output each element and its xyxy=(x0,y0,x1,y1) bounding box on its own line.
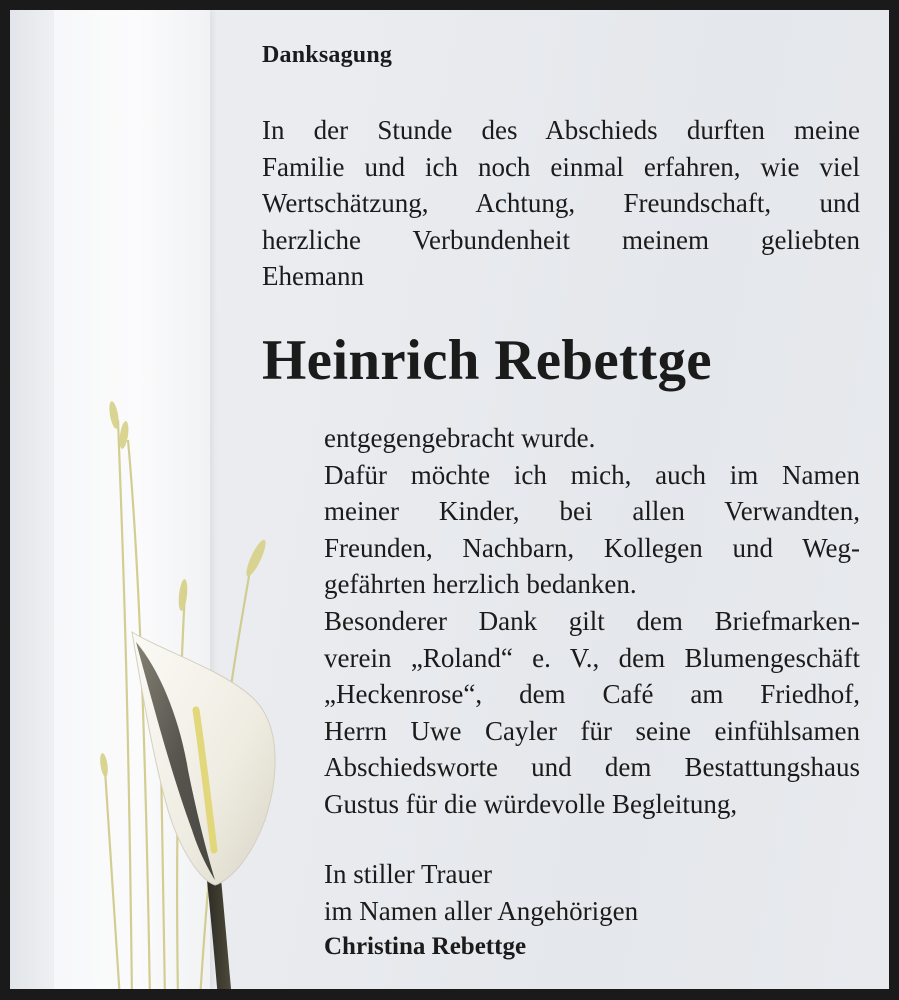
body-line: „Heckenrose“, dem Café am Friedhof, xyxy=(324,679,860,710)
white-vertical-strip xyxy=(54,10,210,989)
closing-block xyxy=(324,856,638,966)
body-paragraph xyxy=(324,420,860,823)
body-line: entgegengebracht wurde. xyxy=(324,423,596,453)
body-line: verein „Roland“ e. V., dem Blumengeschäft xyxy=(324,642,860,673)
intro-paragraph xyxy=(262,112,860,295)
intro-line: herzliche Verbundenheit meinem geliebten xyxy=(262,224,860,255)
body-line: Herrn Uwe Cayler für seine einfühlsamen xyxy=(324,715,860,746)
body-line: Gustus für die würdevolle Begleitung, xyxy=(324,788,738,819)
body-line: Besonderer Dank gilt dem Briefmarken- xyxy=(324,605,860,636)
closing-line: im Namen aller Angehörigen xyxy=(324,895,639,926)
intro-line: In der Stunde des Abschieds durften meine xyxy=(262,115,860,145)
body-line: gefährten herzlich bedanken. xyxy=(324,569,637,600)
signer-name: Christina Rebettge xyxy=(324,933,527,960)
closing-line: In stiller Trauer xyxy=(324,859,492,889)
intro-line: Wertschätzung, Achtung, Freundschaft, und xyxy=(262,188,860,218)
left-background-panel xyxy=(10,10,54,989)
intro-line: Familie und ich noch einmal erfahren, wie viel xyxy=(262,151,860,182)
heading-danksagung: Danksagung xyxy=(262,42,393,68)
body-line: Abschiedsworte und dem Bestattungshaus xyxy=(324,752,860,783)
body-line: Freunden, Nachbarn, Kollegen und Weg- xyxy=(324,532,860,563)
body-line: meiner Kinder, bei allen Verwandten, xyxy=(324,496,860,527)
deceased-name: Heinrich Rebettge xyxy=(262,329,712,392)
intro-line: Ehemann xyxy=(262,261,364,291)
body-line: Dafür möchte ich mich, auch im Namen xyxy=(324,459,860,490)
